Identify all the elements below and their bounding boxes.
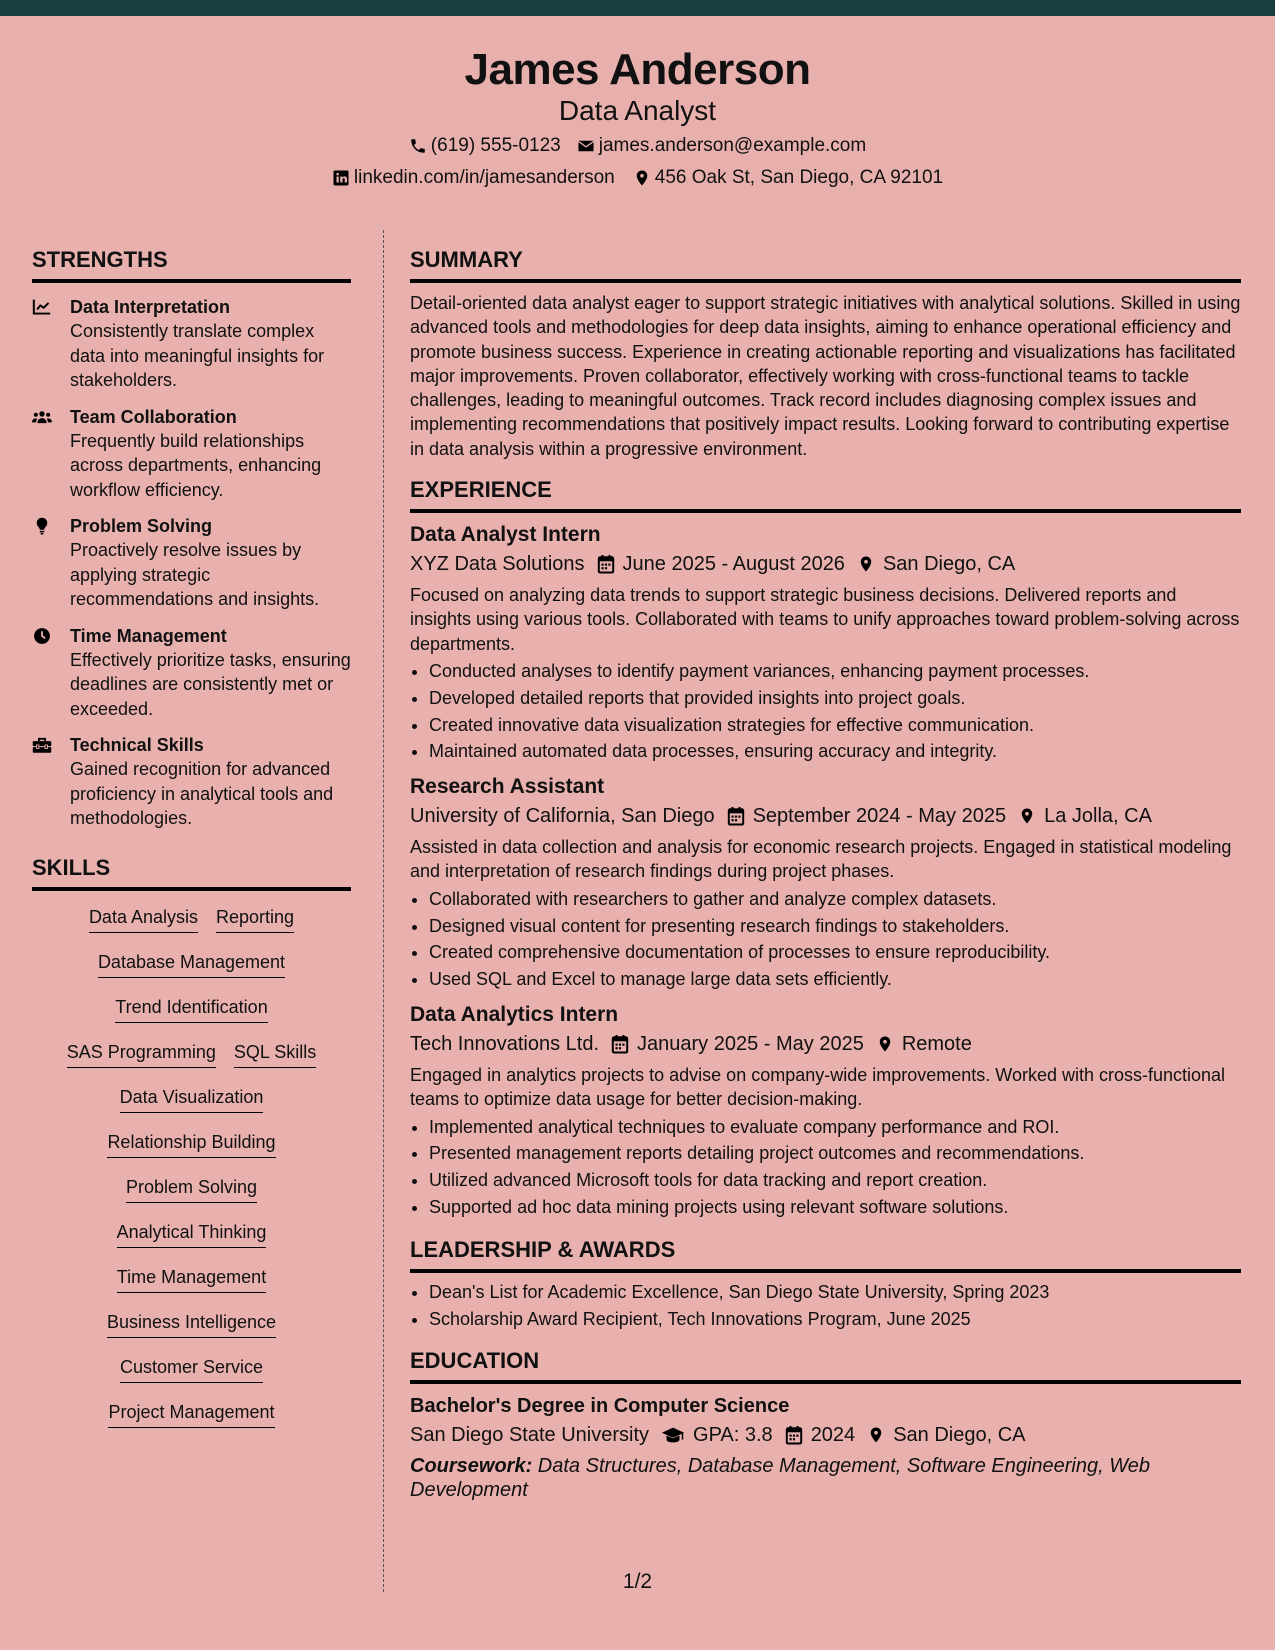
strength-title: Technical Skills <box>70 735 204 755</box>
summary-heading: SUMMARY <box>410 245 1241 283</box>
strength-title: Problem Solving <box>70 516 213 536</box>
strength-item <box>32 733 351 831</box>
summary-text: Detail-oriented data analyst eager to support strategic initiatives with analytical solutions. Skilled in using advanced tools and methodologies for deep data insights, aiming to enhance operational efficiency and promote business success. Experience in creating actionable reporting and visualizations has facilitated major improvements. Proven collaborator, effectively working with cross-functional teams to tackle challenges, leading to meaningful outcomes. Track record includes diagnosing complex issues and implementing recommendations that positively impact results. Looking forward to contributing expertise in data analysis within a progressive environment. <box>410 293 1241 459</box>
job-location: La Jolla, CA <box>1044 805 1152 828</box>
skill-tag: SQL Skills <box>234 1040 316 1068</box>
lightbulb-icon <box>32 517 52 535</box>
map-pin-icon <box>867 1425 885 1445</box>
job-title: Data Analyst Intern <box>410 523 601 547</box>
job-dates: June 2025 - August 2026 <box>622 553 845 576</box>
education-section <box>410 1346 1241 1502</box>
job-company: Tech Innovations Ltd. <box>410 1032 600 1055</box>
email-text: james.anderson@example.com <box>598 135 867 156</box>
phone-text: (619) 555-0123 <box>430 135 561 156</box>
map-pin-icon <box>633 169 651 187</box>
resume-header <box>0 16 1275 204</box>
calendar-icon <box>727 806 745 826</box>
address-contact <box>633 166 943 190</box>
job-company: XYZ Data Solutions <box>410 553 585 576</box>
candidate-title: Data Analyst <box>558 95 717 126</box>
strength-item <box>32 514 351 612</box>
skill-tag: Database Management <box>98 950 285 978</box>
gpa-text: GPA: 3.8 <box>693 1424 773 1447</box>
skill-tag: Relationship Building <box>107 1130 275 1158</box>
job-description: Focused on analyzing data trends to support strategic business decisions. Delivered reports and insights using various tools. Collaborated with teams to unify approaches toward problem-solving across departments. <box>410 585 1240 654</box>
linkedin-contact[interactable] <box>332 166 615 190</box>
job-dates: January 2025 - May 2025 <box>637 1032 864 1055</box>
job-bullet: • Maintained automated data processes, ensuring accuracy and integrity. <box>429 738 1241 765</box>
skill-tag: Customer Service <box>120 1355 263 1383</box>
job-bullet: • Utilized advanced Microsoft tools for data tracking and report creation. <box>429 1167 1241 1194</box>
awards-section <box>410 1235 1241 1333</box>
awards-heading: LEADERSHIP & AWARDS <box>410 1235 1241 1273</box>
skill-tag: Data Analysis <box>89 905 198 933</box>
strength-text: Proactively resolve issues by applying strategic recommendations and insights. <box>70 540 320 609</box>
job-bullet: • Supported ad hoc data mining projects using relevant software solutions. <box>429 1194 1241 1221</box>
job-company: University of California, San Diego <box>410 805 715 828</box>
map-pin-icon <box>857 554 875 574</box>
clock-icon <box>32 627 52 645</box>
job-bullet: • Presented management reports detailing project outcomes and recommendations. <box>429 1140 1241 1167</box>
education-meta <box>410 1420 1241 1450</box>
job-title: Data Analytics Intern <box>410 1002 619 1026</box>
job-location: San Diego, CA <box>882 553 1016 576</box>
coursework <box>410 1454 1241 1502</box>
school-location: San Diego, CA <box>893 1424 1026 1447</box>
right-column <box>410 245 1241 1502</box>
job-location: Remote <box>901 1032 972 1055</box>
skill-tag: Project Management <box>108 1400 274 1428</box>
skills-list <box>32 905 351 1445</box>
awards-list <box>410 1279 1241 1333</box>
experience-heading: EXPERIENCE <box>410 475 1241 513</box>
skill-tag: Reporting <box>216 905 294 933</box>
calendar-icon <box>597 554 615 574</box>
degree-title: Bachelor's Degree in Computer Science <box>410 1395 790 1418</box>
job-meta <box>410 801 1241 831</box>
job-bullets <box>410 886 1241 993</box>
school-name: San Diego State University <box>410 1424 650 1447</box>
job-description: Engaged in analytics projects to advise on company-wide improvements. Worked with cross-functional teams to optimize data usage for better decision-making. <box>410 1064 1226 1110</box>
address-text: 456 Oak St, San Diego, CA 92101 <box>654 167 944 188</box>
strength-title: Team Collaboration <box>70 406 237 427</box>
skills-heading: SKILLS <box>32 853 351 891</box>
strength-item <box>32 295 351 393</box>
linkedin-text: linkedin.com/in/jamesanderson <box>353 167 615 188</box>
job-entry <box>410 1001 1241 1221</box>
job-bullet: • Developed detailed reports that provided insights into project goals. <box>429 685 1241 712</box>
map-pin-icon <box>1018 806 1036 826</box>
strength-text: Effectively prioritize tasks, ensuring deadlines are consistently met or exceeded. <box>70 649 351 719</box>
contact-row-secondary <box>0 166 1275 190</box>
coursework-list: Data Structures, Database Management, Software Engineering, Web Development <box>410 1455 1150 1502</box>
job-bullets <box>410 1114 1241 1221</box>
education-heading: EDUCATION <box>410 1346 1241 1384</box>
job-bullets <box>410 658 1241 765</box>
phone-contact[interactable] <box>409 134 561 158</box>
graduation-cap-icon <box>661 1425 685 1445</box>
strength-text: Frequently build relationships across departments, enhancing workflow efficiency. <box>70 430 322 500</box>
calendar-icon <box>785 1425 803 1445</box>
strength-text: Gained recognition for advanced proficiency in analytical tools and methodologies. <box>70 759 334 828</box>
job-title: Research Assistant <box>410 775 605 799</box>
job-bullet: • Used SQL and Excel to manage large data sets efficiently. <box>429 966 1241 993</box>
strength-title: Time Management <box>70 625 227 646</box>
experience-section <box>410 475 1241 1221</box>
left-column <box>32 245 351 1445</box>
award-item: • Scholarship Award Recipient, Tech Innovations Program, June 2025 <box>429 1306 1241 1333</box>
strength-item <box>32 405 351 503</box>
email-contact[interactable] <box>577 134 866 158</box>
skill-tag: Trend Identification <box>115 995 267 1023</box>
job-bullet: • Implemented analytical techniques to evaluate company performance and ROI. <box>429 1114 1241 1141</box>
job-bullet: • Designed visual content for presenting research findings to stakeholders. <box>429 913 1241 940</box>
skill-tag: Time Management <box>117 1265 266 1293</box>
job-entry <box>410 521 1241 765</box>
skill-tag: Data Visualization <box>120 1085 264 1113</box>
job-description: Assisted in data collection and analysis for economic research projects. Engaged in statistical modeling and interpretation of research findings during project phases. <box>410 837 1232 882</box>
chart-line-icon <box>32 298 52 316</box>
strength-item <box>32 624 351 722</box>
job-bullet: • Collaborated with researchers to gather and analyze complex datasets. <box>429 886 1241 913</box>
contact-row-primary <box>0 134 1275 158</box>
calendar-icon <box>611 1034 629 1054</box>
strength-text: Consistently translate complex data into meaningful insights for stakeholders. <box>70 321 325 390</box>
toolbox-icon <box>32 736 52 754</box>
top-accent-bar <box>0 0 1275 16</box>
linkedin-icon <box>332 169 350 187</box>
users-icon <box>32 408 52 426</box>
job-bullet: • Conducted analyses to identify payment variances, enhancing payment processes. <box>429 658 1241 685</box>
job-entry <box>410 773 1241 993</box>
award-item: • Dean's List for Academic Excellence, San Diego State University, Spring 2023 <box>429 1279 1241 1306</box>
strength-title: Data Interpretation <box>70 297 231 317</box>
graduation-year: 2024 <box>810 1424 856 1447</box>
skill-tag: Analytical Thinking <box>117 1220 267 1248</box>
phone-icon <box>409 137 427 155</box>
skill-tag: Business Intelligence <box>107 1310 276 1338</box>
candidate-name: James Anderson <box>464 45 811 94</box>
page-indicator: 1/2 <box>622 1570 653 1593</box>
strengths-heading: STRENGTHS <box>32 245 351 283</box>
skill-tag: SAS Programming <box>67 1040 216 1068</box>
skill-tag: Problem Solving <box>126 1175 257 1203</box>
job-bullet: • Created innovative data visualization strategies for effective communication. <box>429 712 1241 739</box>
job-meta <box>410 1029 1241 1059</box>
map-pin-icon <box>876 1034 894 1054</box>
job-meta <box>410 549 1241 579</box>
column-divider <box>383 230 384 1592</box>
coursework-label: Coursework: <box>410 1455 533 1478</box>
envelope-icon <box>577 137 595 155</box>
job-bullet: • Created comprehensive documentation of processes to ensure reproducibility. <box>429 939 1241 966</box>
job-dates: September 2024 - May 2025 <box>752 805 1007 828</box>
